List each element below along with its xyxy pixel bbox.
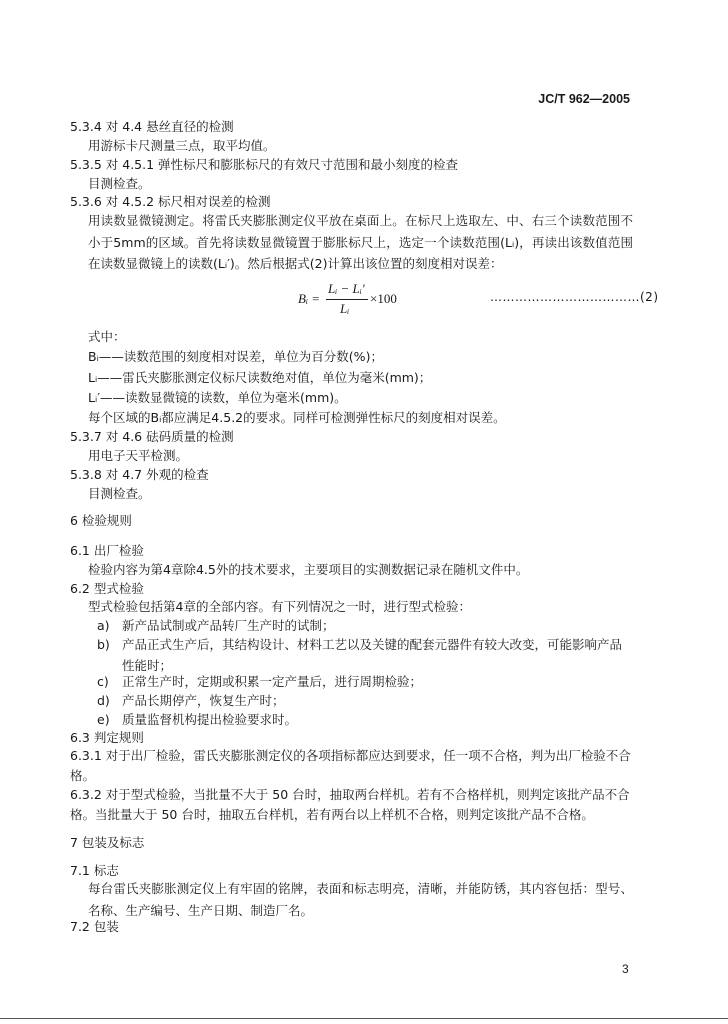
chapter-6-heading: 6 检验规则: [70, 513, 132, 528]
section-5-3-8-body: 目测检查。: [88, 486, 151, 501]
list-item-b-label: b): [97, 637, 110, 652]
formula-denominator: Lᵢ: [340, 301, 350, 316]
list-item-c-label: c): [97, 674, 109, 689]
formula-lhs: Bᵢ =: [298, 291, 321, 306]
page-bottom-rule: [0, 1018, 728, 1019]
where-label: 式中：: [88, 329, 126, 344]
section-6-1-body: 检验内容为第4章除4.5外的技术要求，主要项目的实测数据记录在随机文件中。: [88, 562, 529, 577]
list-item-a-text: 新产品试制或产品转厂生产时的试制；: [122, 618, 335, 633]
section-6-2-heading: 6.2 型式检验: [70, 581, 144, 596]
definition-l-prime: Lᵢ′——读数显微镜的读数，单位为毫米(mm)。: [88, 390, 347, 405]
page-number: 3: [622, 962, 629, 976]
section-6-1-heading: 6.1 出厂检验: [70, 543, 144, 558]
section-7-2-heading: 7.2 包装: [70, 919, 119, 934]
section-6-3-2-paragraph: 6.3.2 对于型式检验，当批量不大于 50 台时，抽取两台样机。若有不合格样机，则判定该批产品不合格。当批量大于 50 台时，抽取五台样机，若有两台以上样机不合格，则判定该批产品不合格。: [70, 787, 630, 822]
section-5-3-4-heading: 5.3.4 对 4.4 悬丝直径的检测: [70, 119, 234, 134]
section-7-1-body: 每台雷氏夹膨胀测定仪上有牢固的铭牌，表面和标志明亮，清晰，并能防锈，其内容包括：型号、名称、生产编号、生产日期、制造厂名。: [88, 881, 633, 918]
section-5-3-5-heading: 5.3.5 对 4.5.1 弹性标尺和膨胀标尺的有效尺寸范围和最小刻度的检查: [70, 157, 459, 172]
list-item-c-text: 正常生产时，定期或积累一定产量后，进行周期检验；: [122, 674, 423, 689]
section-5-3-7-heading: 5.3.7 对 4.6 砝码质量的检测: [70, 429, 234, 444]
section-5-3-6-paragraph: 用读数显微镜测定。将雷氏夹膨胀测定仪平放在桌面上。在标尺上选取左、中、右三个读数范围不小于5mm的区域。首先将读数显微镜置于膨胀标尺上，选定一个读数范围(Lᵢ)，再读出该数值范围在读数显微镜上的读数(Lᵢ′)。然后根据式(2)计算出该位置的刻度相对误差：: [88, 213, 633, 271]
list-item-e-text: 质量监督机构提出检验要求时。: [122, 712, 298, 727]
list-item-d-label: d): [97, 693, 110, 708]
equation-number: ………………………………(2): [490, 290, 659, 304]
relative-error-formula: [298, 278, 418, 322]
section-6-3-heading: 6.3 判定规则: [70, 730, 144, 745]
section-6-2-body: 型式检验包括第4章的全部内容。有下列情况之一时，进行型式检验：: [88, 599, 471, 614]
section-5-3-8-heading: 5.3.8 对 4.7 外观的检查: [70, 467, 209, 482]
list-item-d-text: 产品长期停产，恢复生产时；: [122, 693, 285, 708]
formula-multiplier: ×100: [370, 291, 397, 306]
definition-b: Bᵢ——读数范围的刻度相对误差，单位为百分数(%)；: [88, 349, 383, 364]
list-item-e-label: e): [97, 712, 110, 727]
section-5-3-5-body: 目测检查。: [88, 176, 151, 191]
section-5-3-7-body: 用电子天平检测。: [88, 448, 189, 463]
formula-numerator: Lᵢ − Lᵢ′: [328, 281, 365, 296]
section-5-3-6-note: 每个区域的Bᵢ都应满足4.5.2的要求。同样可检测弹性标尺的刻度相对误差。: [88, 410, 506, 425]
list-item-a-label: a): [97, 618, 110, 633]
section-5-3-6-heading: 5.3.6 对 4.5.2 标尺相对误差的检测: [70, 194, 271, 209]
list-item-b-text: 产品正式生产后，其结构设计、材料工艺以及关键的配套元器件有较大改变，可能影响产品性能时；: [122, 637, 623, 673]
definition-l: Lᵢ——雷氏夹膨胀测定仪标尺读数绝对值，单位为毫米(mm)；: [88, 370, 432, 385]
section-5-3-4-body: 用游标卡尺测量三点，取平均值。: [88, 138, 276, 153]
section-6-3-1-paragraph: 6.3.1 对于出厂检验，雷氏夹膨胀测定仪的各项指标都应达到要求，任一项不合格，判为出厂检验不合格。: [70, 748, 631, 783]
fraction-bar: [326, 299, 368, 300]
standard-id-header: JC/T 962—2005: [538, 92, 630, 106]
chapter-7-heading: 7 包装及标志: [70, 835, 145, 850]
section-7-1-heading: 7.1 标志: [70, 863, 119, 878]
